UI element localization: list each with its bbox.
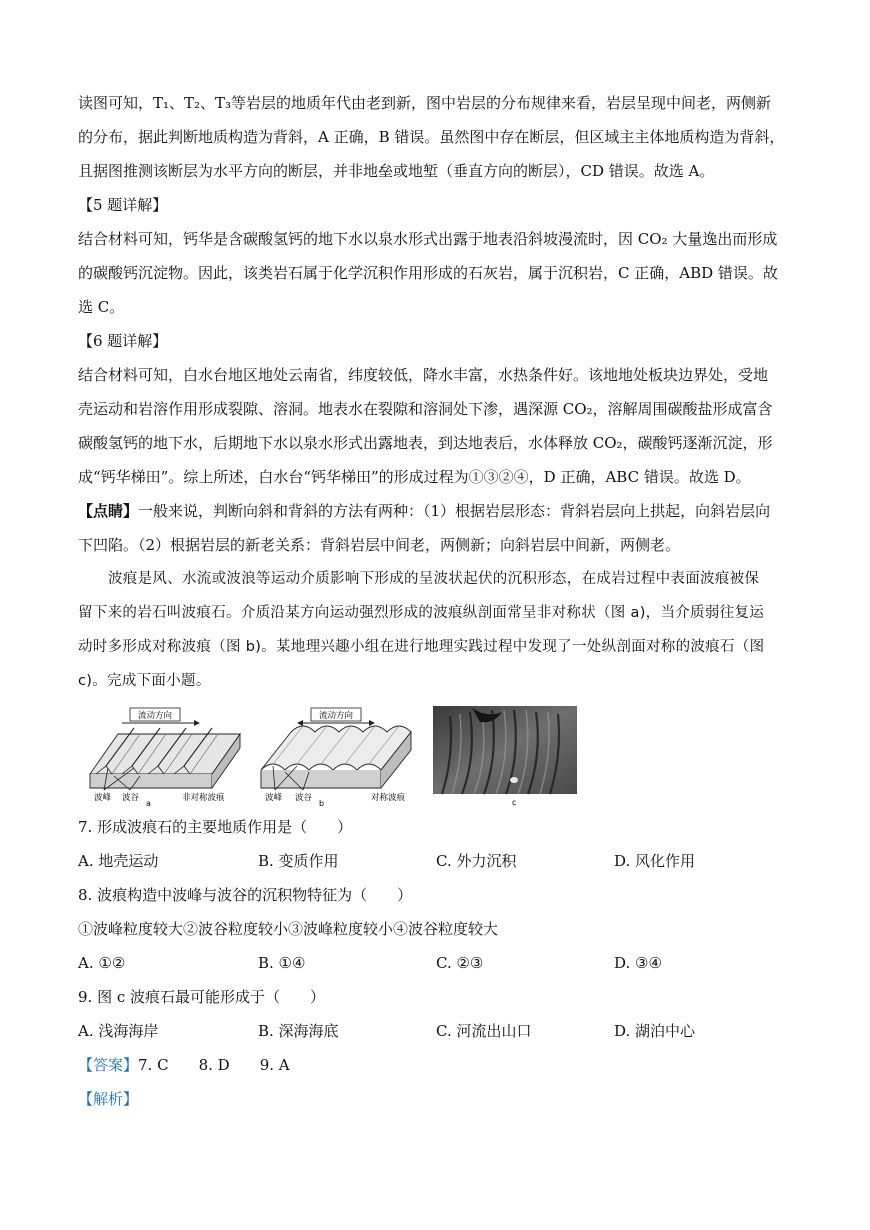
answer-line — [78, 1048, 790, 1082]
text-line: 选 C。 — [78, 298, 125, 316]
answer-9: 9. A — [259, 1056, 290, 1074]
text-line: c)。完成下面小题。 — [78, 673, 211, 689]
ripple-block — [261, 726, 411, 788]
trough-label: 波谷 — [295, 793, 313, 803]
flow-direction-label: 流动方向 — [318, 711, 354, 721]
figure-b-symmetric-ripple — [253, 706, 428, 806]
text-line: 留下来的岩石叫波痕石。介质沿某方向运动强烈形成的波痕纵剖面常呈非对称状（图 a)，当介质弱往复运 — [78, 605, 765, 621]
crest-label: 波峰 — [94, 793, 112, 803]
type-label: 非对称波痕 — [182, 793, 225, 803]
figure-caption-a: a — [146, 799, 151, 806]
arrowhead-left-icon — [297, 720, 303, 726]
text-line — [78, 494, 790, 528]
figure-caption-b: b — [319, 799, 325, 806]
text-line: 的碳酸钙沉淀物。因此，该类岩石属于化学沉积作用形成的石灰岩，属于沉积岩，C 正确，ABD 错误。故 — [78, 264, 778, 282]
option-d[interactable]: D. 风化作用 — [614, 852, 696, 870]
option-d[interactable]: D. 湖泊中心 — [614, 1022, 696, 1040]
text-line: 碳酸氢钙的地下水，后期地下水以泉水形式出露地表，到达地表后，水体释放 CO₂，碳酸钙逐渐沉淀，形 — [78, 434, 773, 452]
ripple-block — [90, 728, 240, 788]
option-a[interactable]: A. ①② — [78, 954, 126, 972]
option-c[interactable]: C. ②③ — [436, 954, 484, 972]
option-b[interactable]: B. ①④ — [258, 954, 306, 972]
tip-label: 【点睛】 — [78, 502, 139, 520]
question-9-options — [78, 1014, 790, 1048]
text-line: 的分布，据此判断地质构造为背斜，A 正确，B 错误。虽然图中存在断层，但区域主主体地质构造为背斜， — [78, 128, 785, 146]
analysis-label: 【解析】 — [78, 1090, 139, 1108]
question-8-options — [78, 946, 790, 980]
option-a[interactable]: A. 浅海海岸 — [78, 1022, 159, 1040]
trough-label: 波谷 — [122, 793, 140, 803]
text-line: 成“钙华梯田”。综上所述，白水台“钙华梯田”的形成过程为①③②④，D 正确，ABC 错误。故选 D。 — [78, 468, 751, 486]
answer-8: 8. D — [198, 1056, 230, 1074]
arrowhead-icon — [194, 720, 200, 726]
ripple-figure — [78, 706, 790, 806]
q6-explanation — [78, 358, 790, 494]
question-8-items: ①波峰粒度较大②波谷粒度较小③波峰粒度较小④波谷粒度较大 — [78, 920, 499, 938]
option-b[interactable]: B. 变质作用 — [258, 852, 339, 870]
question-7-stem: 7. 形成波痕石的主要地质作用是（ ） — [78, 818, 353, 836]
text-line: 结合材料可知，白水台地区地处云南省，纬度较低，降水丰富，水热条件好。该地地处板块边界处，受地 — [78, 366, 769, 384]
tip-section — [78, 494, 790, 562]
text-line: 且据图推测该断层为水平方向的断层，并非地垒或地堑（垂直方向的断层），CD 错误。故选 A。 — [78, 162, 715, 180]
paragraph-fold-analysis — [78, 86, 790, 188]
flow-direction-label: 流动方向 — [137, 711, 173, 721]
text-line: 壳运动和岩溶作用形成裂隙、溶洞。地表水在裂隙和溶洞处下渗，遇深源 CO₂，溶解周围碳酸盐形成富含 — [78, 400, 773, 418]
q5-explanation — [78, 222, 790, 324]
option-b[interactable]: B. 深海海底 — [258, 1022, 339, 1040]
type-label: 对称波痕 — [371, 793, 406, 803]
text-line: 动时多形成对称波痕（图 b)。某地理兴趣小组在进行地理实践过程中发现了一处纵剖面对称的波痕石（图 — [78, 639, 765, 655]
answer-7: 7. C — [138, 1056, 169, 1074]
figure-a-asymmetric-ripple — [82, 706, 250, 806]
option-c[interactable]: C. 外力沉积 — [436, 852, 517, 870]
text-line: 结合材料可知，钙华是含碳酸氢钙的地下水以泉水形式出露于地表沿斜坡漫流时，因 CO₂ 大量逸出而形成 — [78, 230, 778, 248]
option-a[interactable]: A. 地壳运动 — [78, 852, 159, 870]
answer-label: 【答案】 — [78, 1056, 139, 1074]
arrowhead-right-icon — [369, 720, 375, 726]
question-7-options — [78, 844, 790, 878]
option-c[interactable]: C. 河流出山口 — [436, 1022, 532, 1040]
q6-heading: 【6 题详解】 — [78, 332, 168, 350]
figure-c-ripple-rock-photo — [432, 706, 578, 806]
ripple-intro — [78, 562, 790, 698]
figure-caption-c: c — [512, 798, 517, 806]
text-line: 下凹陷。（2）根据岩层的新老关系：背斜岩层中间老，两侧新；向斜岩层中间新，两侧老。 — [78, 536, 681, 554]
scale-object — [510, 777, 518, 783]
document-page — [78, 86, 790, 1116]
q5-heading: 【5 题详解】 — [78, 196, 168, 214]
option-d[interactable]: D. ③④ — [614, 954, 662, 972]
crest-label: 波峰 — [265, 793, 283, 803]
tip-text: 一般来说，判断向斜和背斜的方法有两种：（1）根据岩层形态：背斜岩层向上拱起，向斜岩层向 — [138, 502, 771, 520]
text-line: 波痕是风、水流或波浪等运动介质影响下形成的呈波状起伏的沉积形态，在成岩过程中表面波痕被保 — [108, 571, 760, 587]
text-line: 读图可知，T₁、T₂、T₃等岩层的地质年代由老到新，图中岩层的分布规律来看，岩层呈现中间老，两侧新 — [78, 94, 772, 112]
question-8-stem: 8. 波痕构造中波峰与波谷的沉积物特征为（ ） — [78, 886, 413, 904]
question-9-stem: 9. 图 c 波痕石最可能形成于（ ） — [78, 988, 326, 1006]
